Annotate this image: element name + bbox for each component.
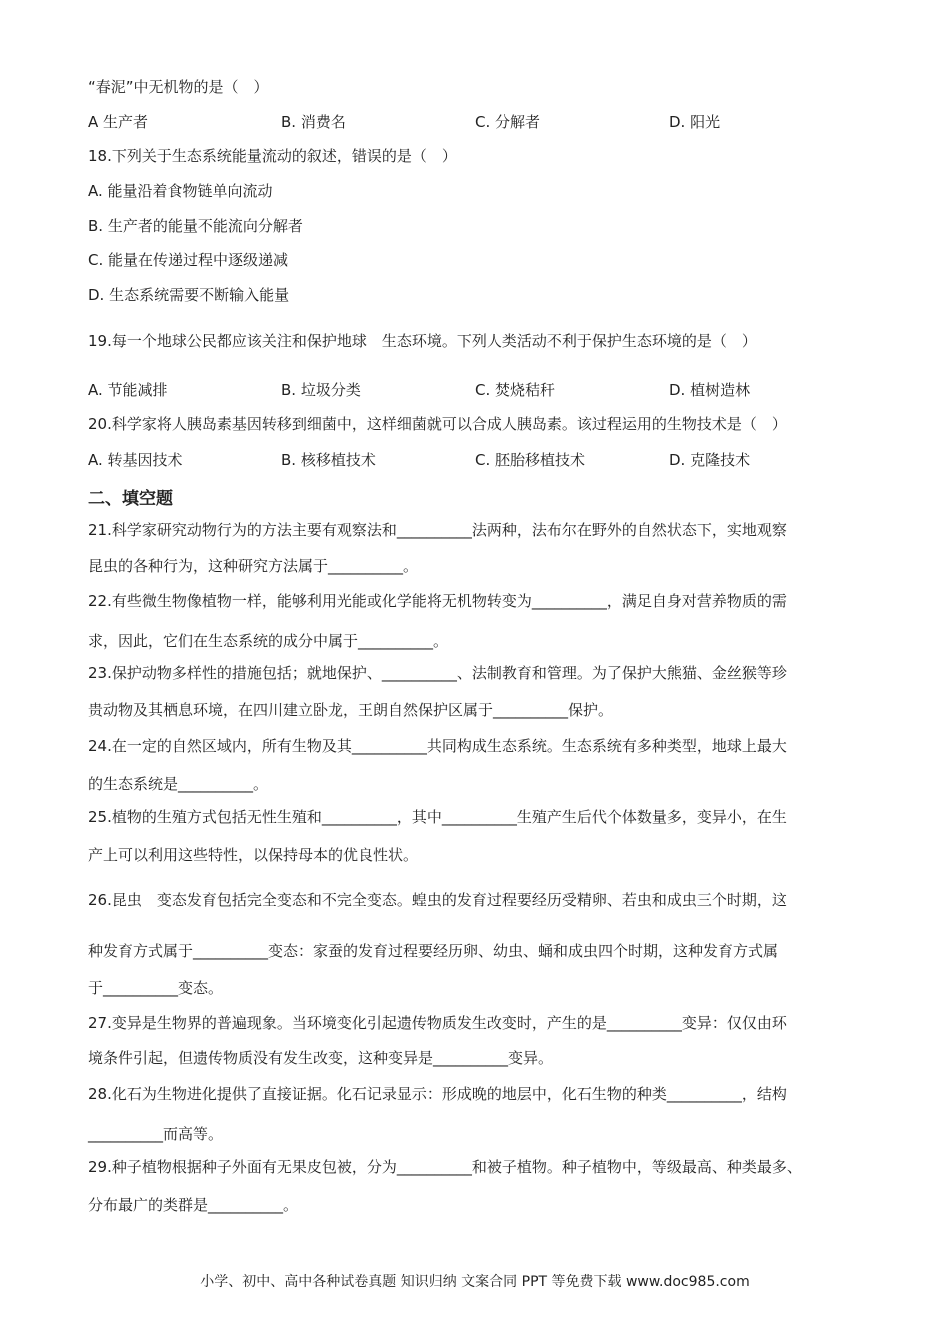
q29-line-1: 29.种子植物根据种子外面有无果皮包被，分为__________和被子植物。种子植物中，等级最高、种类最多、: [88, 1158, 802, 1176]
q24-line-2: 的生态系统是__________。: [88, 775, 269, 793]
q19-option-c: C. 焚烧秸秆: [475, 381, 556, 399]
q17-option-c: C. 分解者: [475, 113, 541, 131]
q28-line-1: 28.化石为生物进化提供了直接证据。化石记录显示：形成晚的地层中，化石生物的种类__________，结构: [88, 1085, 787, 1103]
q29-line-2: 分布最广的类群是__________。: [88, 1196, 299, 1214]
q21-line-2: 昆虫的各种行为，这种研究方法属于__________。: [88, 557, 419, 575]
q20-option-d: D. 克隆技术: [669, 451, 751, 469]
q22-line-2: 求，因此，它们在生态系统的成分中属于__________。: [88, 632, 449, 650]
q20-option-a: A. 转基因技术: [88, 451, 183, 469]
q18-option-a: A. 能量沿着食物链单向流动: [88, 182, 273, 200]
q27-line-1: 27.变异是生物界的普遍现象。当环境变化引起遗传物质发生改变时，产生的是__________变异：仅仅由环: [88, 1014, 787, 1032]
q18-option-d: D. 生态系统需要不断输入能量: [88, 286, 290, 304]
q17-option-b: B. 消费名: [281, 113, 346, 131]
q21-line-1: 21.科学家研究动物行为的方法主要有观察法和__________法两种，法布尔在野外的自然状态下，实地观察: [88, 521, 787, 539]
section-heading: 二、填空题: [88, 489, 173, 509]
q17-option-d: D. 阳光: [669, 113, 721, 131]
q26-line-3: 于__________变态。: [88, 979, 224, 997]
q23-line-2: 贵动物及其栖息环境，在四川建立卧龙，王朗自然保护区属于__________保护。: [88, 701, 614, 719]
q24-line-1: 24.在一定的自然区域内，所有生物及其__________共同构成生态系统。生态系统有多种类型，地球上最大: [88, 737, 787, 755]
q25-line-1: 25.植物的生殖方式包括无性生殖和__________，其中__________生殖产生后代个体数量多，变异小，在生: [88, 808, 787, 826]
q18-stem: 18.下列关于生态系统能量流动的叙述，错误的是（ ）: [88, 147, 457, 165]
q17-option-a: A 生产者: [88, 113, 149, 131]
q19-option-a: A. 节能减排: [88, 381, 168, 399]
q19-option-b: B. 垃圾分类: [281, 381, 361, 399]
q20-option-c: C. 胚胎移植技术: [475, 451, 586, 469]
q20-option-b: B. 核移植技术: [281, 451, 376, 469]
q22-line-1: 22.有些微生物像植物一样，能够利用光能或化学能将无机物转变为__________，满足自身对营养物质的需: [88, 592, 787, 610]
q17-stem: “春泥”中无机物的是（ ）: [88, 78, 269, 96]
q18-option-b: B. 生产者的能量不能流向分解者: [88, 217, 303, 235]
q23-line-1: 23.保护动物多样性的措施包括；就地保护、__________、法制教育和管理。为了保护大熊猫、金丝猴等珍: [88, 664, 787, 682]
q19-option-d: D. 植树造林: [669, 381, 751, 399]
q25-line-2: 产上可以利用这些特性，以保持母本的优良性状。: [88, 846, 419, 864]
q26-line-2: 种发育方式属于__________变态：家蚕的发育过程要经历卵、幼虫、蛹和成虫四个时期，这种发育方式属: [88, 942, 779, 960]
q28-line-2: __________而高等。: [88, 1125, 224, 1143]
q19-stem: 19.每一个地球公民都应该关注和保护地球 生态环境。下列人类活动不利于保护生态环境的是（ ）: [88, 332, 757, 350]
q18-option-c: C. 能量在传递过程中逐级递减: [88, 251, 289, 269]
page-footer: 小学、初中、高中各种试卷真题 知识归纳 文案合同 PPT 等免费下载 www.doc985.com: [200, 1274, 750, 1290]
q20-stem: 20.科学家将人胰岛素基因转移到细菌中，这样细菌就可以合成人胰岛素。该过程运用的生物技术是（ ）: [88, 415, 787, 433]
q26-line-1: 26.昆虫 变态发育包括完全变态和不完全变态。蝗虫的发育过程要经历受精卵、若虫和成虫三个时期，这: [88, 891, 787, 909]
q27-line-2: 境条件引起，但遗传物质没有发生改变，这种变异是__________变异。: [88, 1049, 554, 1067]
